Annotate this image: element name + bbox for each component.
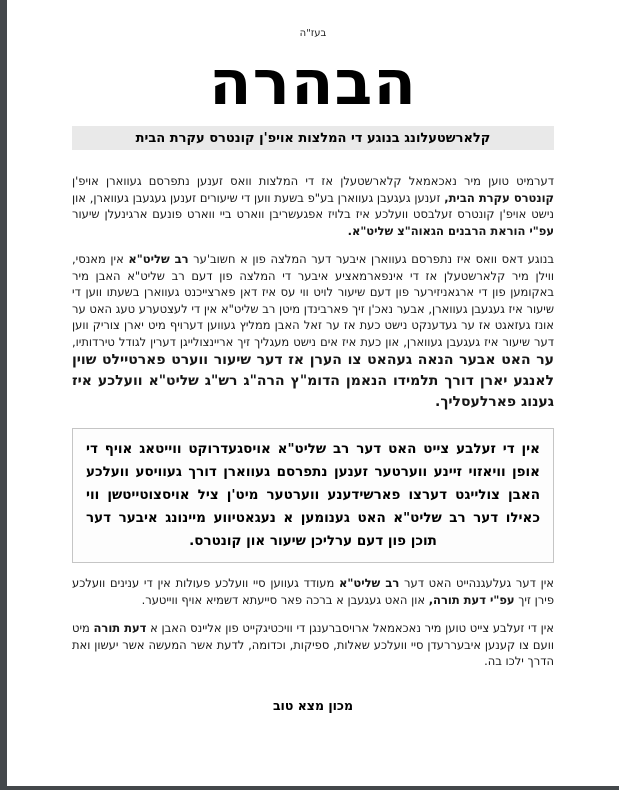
highlight-box: אין די זעלבע צייט האט דער רב שליט"א אויסגעדרוקט ווייטאג אויף די אופן וויאזוי זיינע ווערטער זענען נתפרסם געווארן דורך געוויסע וועלכע האבן צולייגט דערצו פארשידענע ווערטער מיט'ן ציל אויסצוטייטשן ווי כאילו דער רב שליט"א האט גענומען א נעגאטיווע מיינונג איבער דער תוכן פון דעם ערליכן שיעור און קונטרס.: [72, 428, 554, 563]
paragraph-encouragement: [72, 575, 554, 608]
text-segment: מעודד געווען סיי וועלכע פעולות אין די ענינים וועלכע פירן זיך: [72, 576, 554, 607]
text-segment-bold: עפ"י דעת תורה,: [428, 592, 515, 607]
text-segment: און האט געגעבן א ברכה פאר סייעתא דשמיא אויף ווייטער.: [141, 592, 429, 607]
paragraph-daas-torah: [72, 620, 554, 670]
text-segment: אין מאנסי, ווילן מיר קלארשטעלן אז די אינפארמאציע איבער די המלצה פון דעם רב שליט"א האבן מיר באקומען פון די ארגאניזירער פון דעם שיעור לויט ווי עס איז דאן פארצייכנט געווארן בשעתו ווען די שיעור איז געגעבן געווארן, אבער נאכ'ן זיך פארבינדן מיטן רב שליט"א אין די לעצטערע טעג האט ער אונז געזאגט אז ער געדענקט נישט כעת אז ער זאל האבן ממליץ געווען דערויף מיט יארן צוריק ווען דער שיעור איז געגעבן געווארן, און כעת איז אים נישט מעגליך זיך אריינצולייגן דערין לגודל טירדותיו,: [72, 252, 554, 349]
paragraph-intro: [72, 173, 554, 239]
text-segment: אין דער געלעגנהייט האט דער: [399, 576, 554, 591]
document-content: [72, 0, 554, 713]
text-segment: אין די זעלבע צייט טוען מיר נאכאמאל ארויסברענגן די וויכטיגקייט פון אליינס האבן א: [146, 621, 554, 636]
text-segment-bold: עפ"י הוראת הרבנים הגאוה"צ שליט"א.: [347, 223, 554, 238]
signature: מכון מצא טוב: [272, 697, 354, 713]
text-segment-bold: רב שליט"א: [339, 576, 400, 591]
paragraph-monsey-rav: [72, 251, 554, 413]
text-segment-emphasis: ער האט אבער הנאה געהאט צו הערן אז דער שיעור ווערט פארטיילט שוין לאנגע יארן דורך תלמידו הנאמן הדומ"ץ הרה"ג רש"ג שליט"א וועלכע איז גענוג פארלעסליך.: [72, 352, 554, 411]
text-segment-bold: קונטרס עקרת הבית,: [444, 190, 554, 205]
text-segment: זענען געגעבן געווארן בע"פ בשעת ווען די שיעורים זענען געגעבן געווארן, און נישט אויפ'ן קונטרס זעלבסט וועלכע איז בלויז אפגעשריבן ווארט ביי ווארט פונעם ארגינעלן שיעור: [72, 190, 554, 222]
subtitle-banner: קלארשטעלונג בנוגע די המלצות אויפ'ן קונטרס עקרת הבית: [72, 126, 554, 150]
document-page: [7, 0, 619, 786]
text-segment: מיט וועם צו קענען איבעררעדן סיי וועלכע שאלות, ספיקות, וכדומה, לדעת אשר המעשה אשר יעשון ואת הדרך ילכו בה.: [72, 621, 554, 669]
text-segment-bold: רב שליט"א: [128, 252, 189, 267]
text-segment: בנוגע דאס וואס איז נתפרסם געווארן איבער דער המלצה פון א חשוב'ער: [188, 252, 554, 267]
text-segment: דערמיט טוען מיר נאכאמאל קלארשטעלן אז די המלצות וואס זענען נתפרסם געווארן אויפ'ן: [72, 174, 554, 189]
document-title: הבהרה: [209, 46, 417, 119]
bsd-marker: בעז"ה: [299, 28, 327, 39]
text-segment-bold: דעת תורה: [93, 621, 147, 636]
